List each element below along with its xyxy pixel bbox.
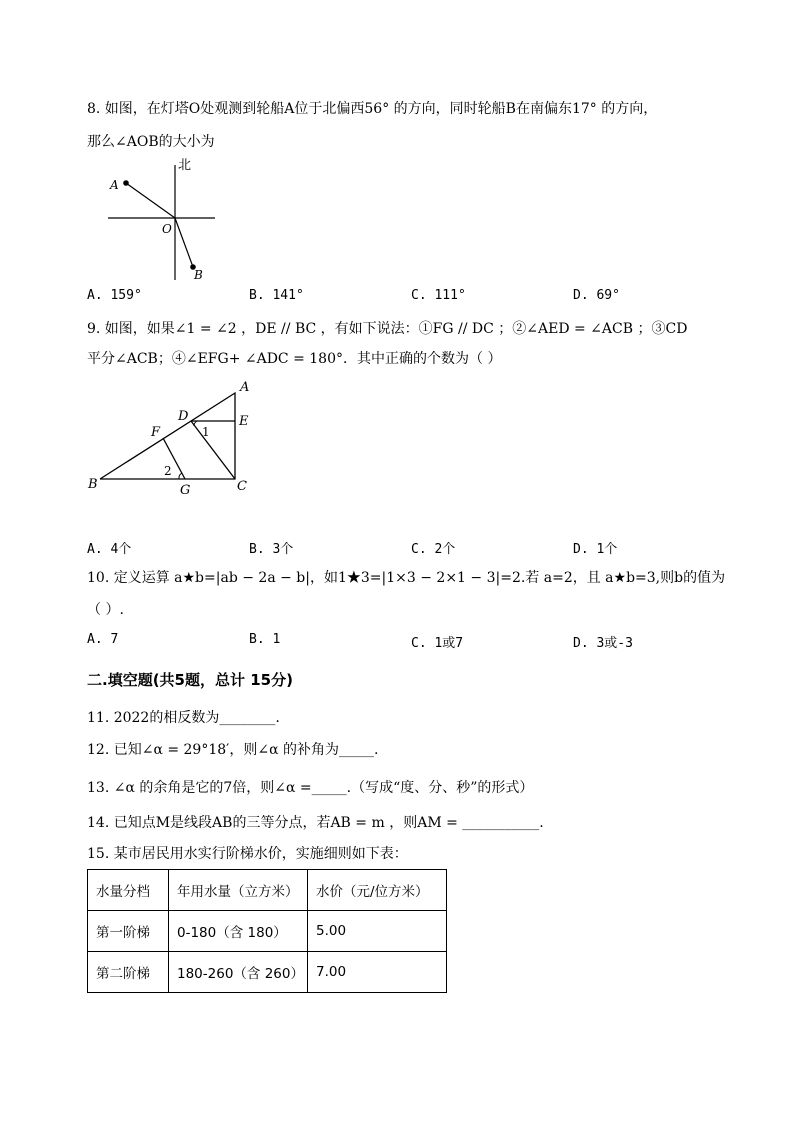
table-header-row xyxy=(88,870,447,911)
q9-label-C: C xyxy=(237,479,247,494)
q8-label-A: A xyxy=(110,178,119,192)
q10-line2: （ ）. xyxy=(87,602,124,618)
q14-text: 14. 已知点M是线段AB的三等分点，若AB = m ，则AM = ___________. xyxy=(87,815,544,831)
water-price-table xyxy=(87,869,447,993)
q13-text: 13. ∠α 的余角是它的7倍，则∠α =_____.（写成“度、分、秒”的形式） xyxy=(87,780,534,796)
q9-figure xyxy=(85,378,255,500)
q9-label-G: G xyxy=(180,483,191,498)
q8-option-c: C. 111° xyxy=(411,288,466,303)
q9-option-c: C. 2个 xyxy=(411,542,456,557)
q10-line1: 10. 定义运算 a★b=|ab − 2a − b|，如1★3=|1×3 − 2×1 − 3|=2.若 a=2，且 a★b=3,则b的值为 xyxy=(87,570,726,586)
q8-line1: 8. 如图，在灯塔O处观测到轮船A位于北偏西56° 的方向，同时轮船B在南偏东17° 的方向， xyxy=(87,101,658,117)
q8-option-b: B. 141° xyxy=(249,288,304,303)
q9-label-A: A xyxy=(240,380,250,395)
q9-label-F: F xyxy=(151,425,161,440)
q9-line1: 9. 如图，如果∠1 = ∠2 ，DE // BC ，有如下说法：①FG // DC ；②∠AED = ∠ACB ；③CD xyxy=(87,321,688,337)
table-cell: 第一阶梯 xyxy=(88,911,169,952)
table-header-cell: 年用水量（立方米） xyxy=(169,870,308,911)
q9-label-angle2: 2 xyxy=(164,464,172,478)
table-header-cell: 水量分档 xyxy=(88,870,169,911)
table-cell: 7.00 xyxy=(308,952,447,993)
q8-label-north: 北 xyxy=(178,158,192,173)
q9-label-E: E xyxy=(239,414,249,429)
q9-line2: 平分∠ACB；④∠EFG+ ∠ADC = 180°．其中正确的个数为（ ） xyxy=(87,351,502,367)
q8-label-B: B xyxy=(194,268,203,282)
q9-label-angle1: 1 xyxy=(202,425,210,439)
q10-option-b: B. 1 xyxy=(249,632,281,647)
q9-option-b: B. 3个 xyxy=(249,542,294,557)
table-cell: 第二阶梯 xyxy=(88,952,169,993)
q9-option-d: D. 1个 xyxy=(573,542,618,557)
q10-option-d: D. 3或-3 xyxy=(573,636,633,651)
table-row xyxy=(88,911,447,952)
q15-text: 15. 某市居民用水实行阶梯水价，实施细则如下表： xyxy=(87,846,408,862)
table-cell: 180-260（含 260） xyxy=(169,952,308,993)
q11-text: 11. 2022的相反数为________. xyxy=(87,710,280,726)
q8-option-a: A. 159° xyxy=(87,288,142,303)
section-heading: 二.填空题(共5题，总计 15分) xyxy=(87,671,293,689)
q9-label-D: D xyxy=(178,409,189,424)
table-cell: 5.00 xyxy=(308,911,447,952)
table-header-cell: 水价（元/位方米） xyxy=(308,870,447,911)
q10-option-c: C. 1或7 xyxy=(411,636,464,651)
q8-option-d: D. 69° xyxy=(573,288,620,303)
q8-line2: 那么∠AOB的大小为 xyxy=(87,134,215,150)
q8-label-O: O xyxy=(162,222,172,236)
table-cell: 0-180（含 180） xyxy=(169,911,308,952)
q9-label-B: B xyxy=(88,477,98,492)
q12-text: 12. 已知∠α = 29°18′，则∠α 的补角为_____. xyxy=(87,742,379,758)
q8-figure xyxy=(100,155,230,285)
q9-option-a: A. 4个 xyxy=(87,542,132,557)
table-row xyxy=(88,952,447,993)
q10-option-a: A. 7 xyxy=(87,632,119,647)
